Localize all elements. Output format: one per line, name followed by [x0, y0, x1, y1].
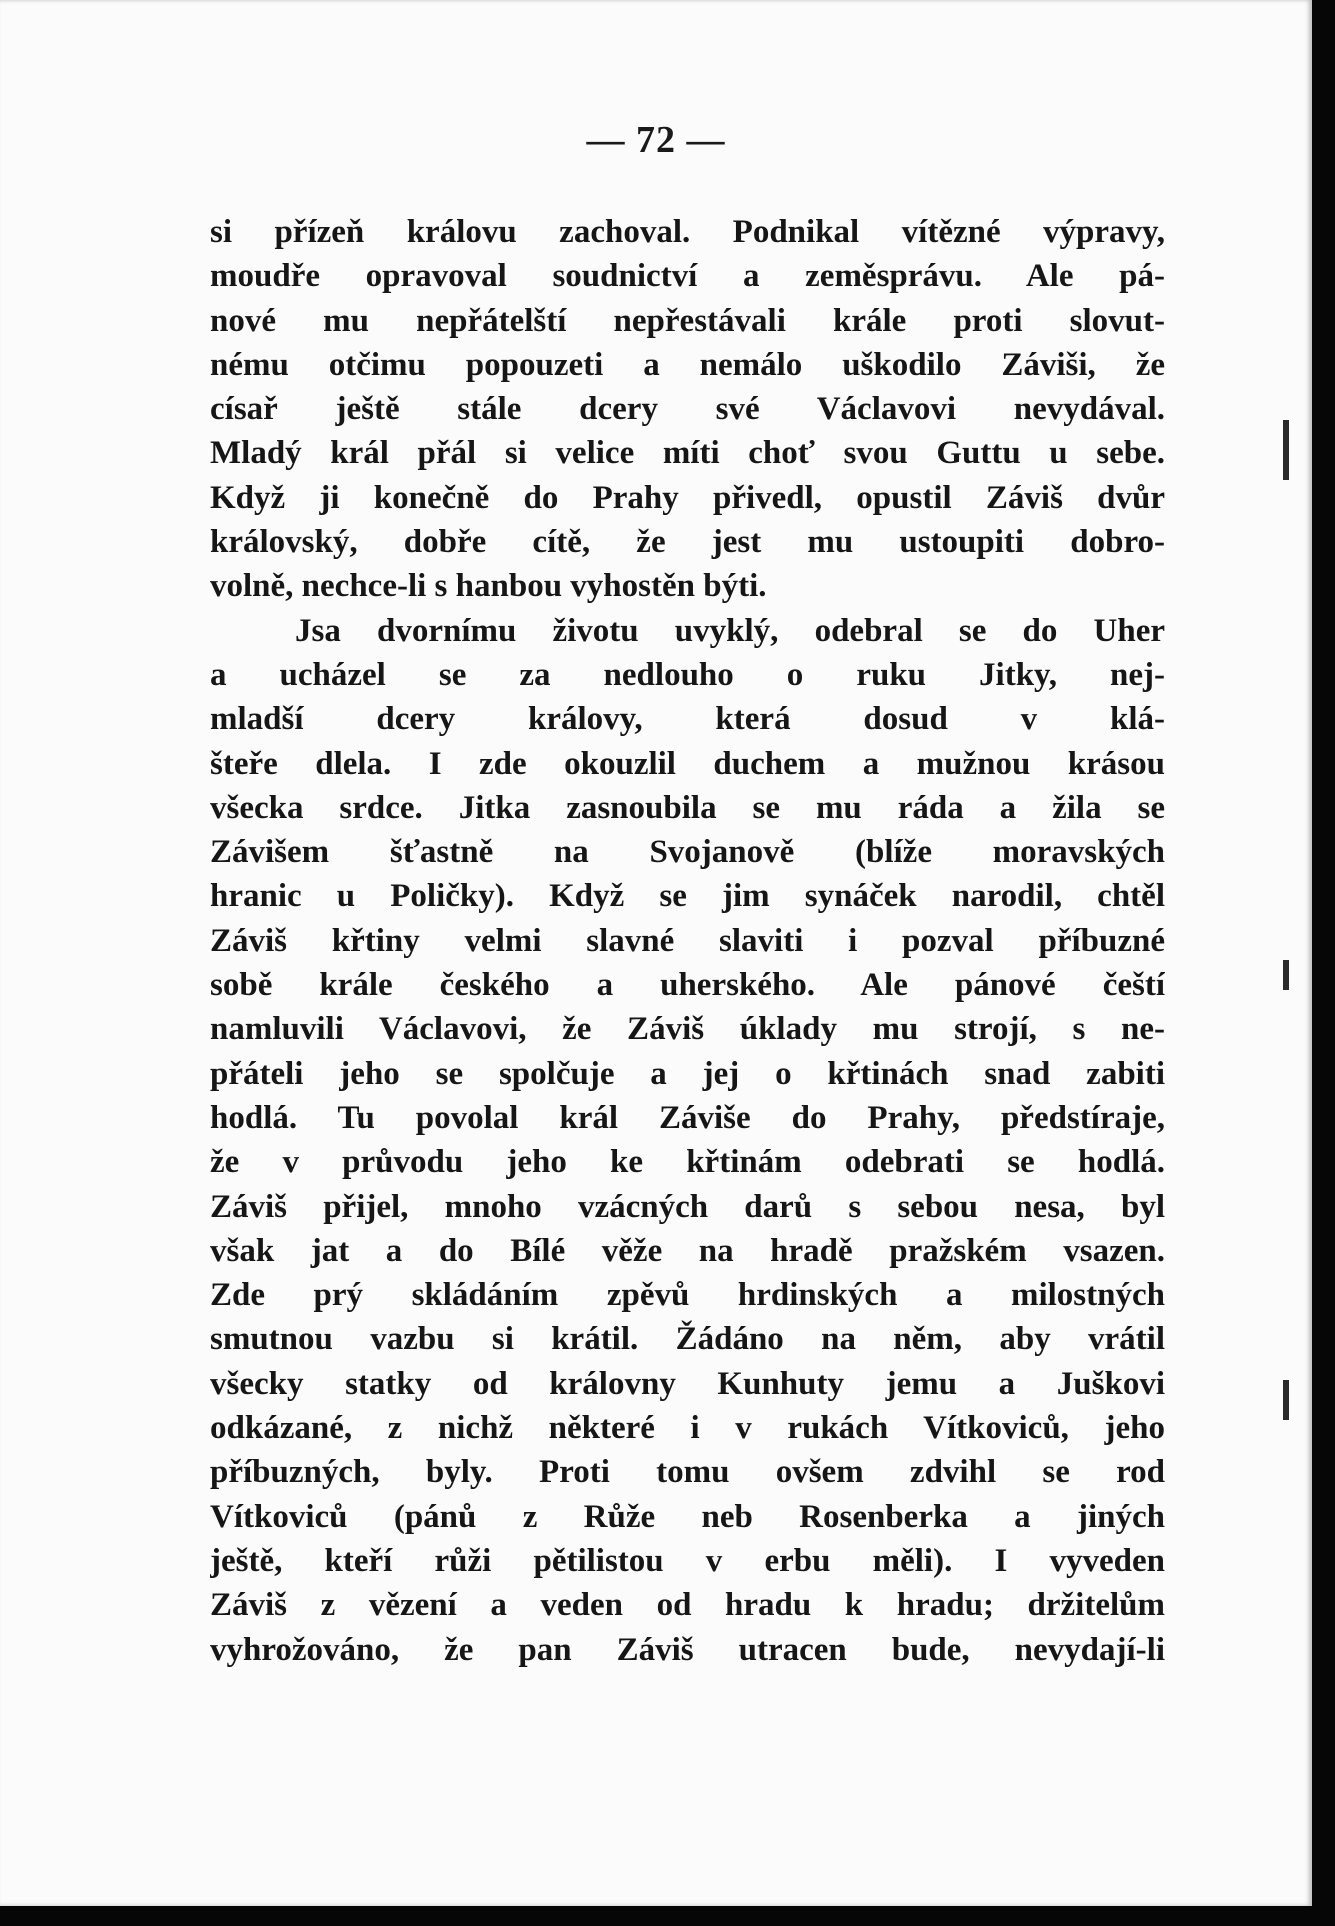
text-line: si přízeň královu zachoval. Podnikal vítězné výpravy,: [210, 214, 1165, 250]
text-line: namluvili Václavovi, že Záviš úklady mu strojí, s ne-: [210, 1011, 1165, 1048]
text-line: Když ji konečně do Prahy přivedl, opustil Záviš dvůr: [210, 479, 1165, 516]
text-line: hranic u Poličky). Když se jim synáček narodil, chtěl: [210, 878, 1165, 915]
page-number: — 72 —: [586, 119, 726, 161]
text-line: příbuzných, byly. Proti tomu ovšem zdvihl se rod: [210, 1454, 1165, 1491]
text-line-paragraph-end: volně, nechce-li s hanbou vyhostěn býti.: [210, 568, 767, 605]
text-line: nové mu nepřátelští nepřestávali krále proti slovut-: [210, 302, 1165, 339]
text-line: moudře opravoval soudnictví a zeměsprávu. Ale pá-: [210, 258, 1165, 295]
text-line: odkázané, z nichž některé i v rukách Vítkoviců, jeho: [210, 1410, 1165, 1447]
text-line: císař ještě stále dcery své Václavovi nevydával.: [210, 391, 1165, 428]
text-line: Záviš přijel, mnoho vzácných darů s sebou nesa, byl: [210, 1188, 1165, 1225]
text-line: Záviš z vězení a veden od hradu k hradu; držitelům: [210, 1587, 1165, 1624]
text-line: královský, dobře cítě, že jest mu ustoupiti dobro-: [210, 524, 1165, 561]
text-line: nému otčimu popouzeti a nemálo uškodilo Záviši, že: [210, 346, 1165, 383]
text-line: sobě krále českého a uherského. Ale pánové čeští: [210, 967, 1165, 1004]
text-line: Záviš křtiny velmi slavné slaviti i pozval příbuzné: [210, 922, 1165, 959]
text-line: smutnou vazbu si krátil. Žádáno na něm, aby vrátil: [210, 1321, 1165, 1358]
text-line: hodlá. Tu povolal král Záviše do Prahy, předstíraje,: [210, 1099, 1165, 1136]
text-line: všecky statky od královny Kunhuty jemu a Juškovi: [210, 1365, 1165, 1402]
text-line: a ucházel se za nedlouho o ruku Jitky, nej-: [210, 656, 1165, 693]
text-line: šteře dlela. I zde okouzlil duchem a mužnou krásou: [210, 745, 1165, 782]
text-line: Mladý král přál si velice míti choť svou Guttu u sebe.: [210, 435, 1165, 472]
binding-mark: [1283, 420, 1289, 480]
binding-marks: [1275, 400, 1289, 1500]
body-text: [210, 210, 1165, 1672]
text-line: přáteli jeho se spolčuje a jej o křtinách snad zabiti: [210, 1055, 1165, 1092]
text-line: Vítkoviců (pánů z Růže neb Rosenberka a jiných: [210, 1498, 1165, 1535]
scan-border-right: [1312, 0, 1335, 1926]
text-line: všecka srdce. Jitka zasnoubila se mu ráda a žila se: [210, 789, 1165, 826]
binding-mark: [1283, 960, 1289, 990]
text-line: Závišem šťastně na Svojanově (blíže moravských: [210, 834, 1165, 871]
text-line: ještě, kteří růži pětilistou v erbu měli). I vyveden: [210, 1542, 1165, 1579]
text-line: mladší dcery královy, která dosud v klá-: [210, 701, 1165, 738]
text-line-paragraph-start: Jsa dvornímu životu uvyklý, odebral se do Uher: [295, 612, 1165, 649]
text-line: však jat a do Bílé věže na hradě pražském vsazen.: [210, 1232, 1165, 1269]
text-line: vyhrožováno, že pan Záviš utracen bude, nevydají-li: [210, 1631, 1165, 1668]
binding-mark: [1283, 1380, 1289, 1420]
text-line: že v průvodu jeho ke křtinám odebrati se hodlá.: [210, 1144, 1165, 1181]
scan-border-bottom: [0, 1906, 1335, 1926]
text-line: Zde prý skládáním zpěvů hrdinských a milostných: [210, 1277, 1165, 1314]
